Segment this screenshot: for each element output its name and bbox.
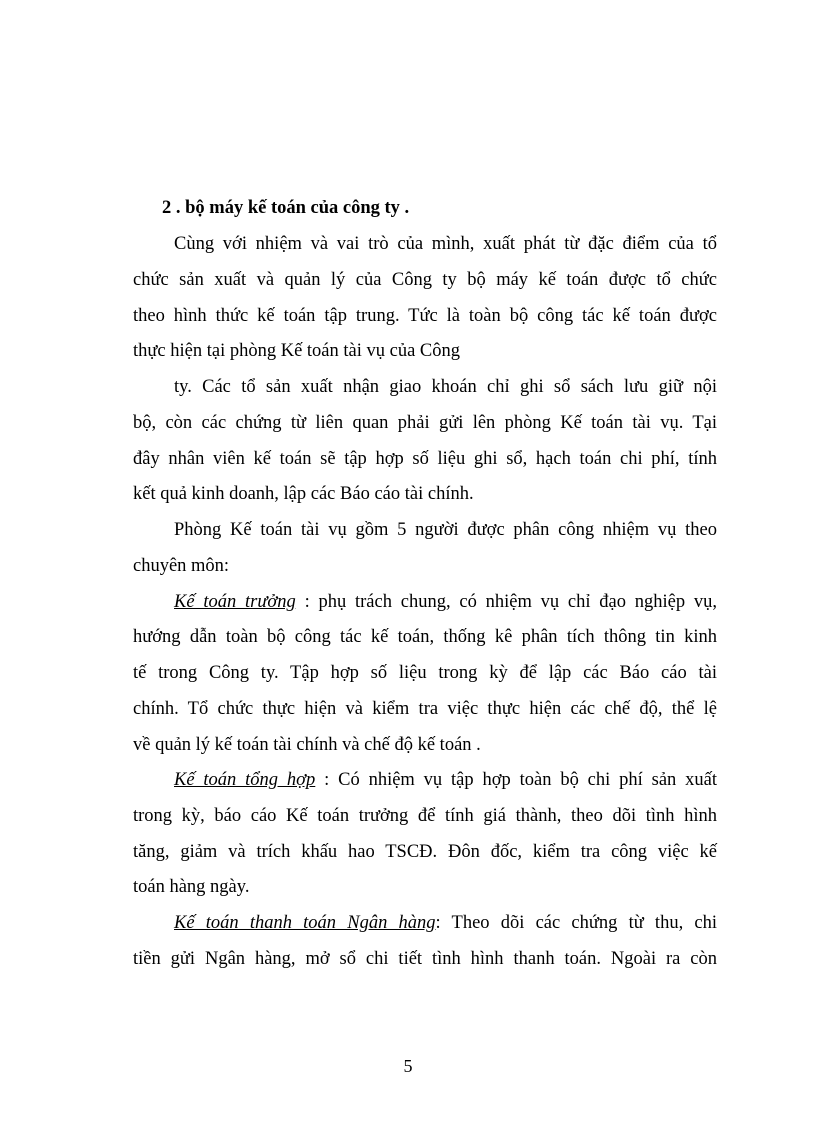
role-lead-text: : phụ trách chung, có nhiệm vụ chỉ đạo nghiệp vụ, [295, 592, 717, 612]
paragraph-line: bộ, còn các chứng từ liên quan phải gửi lên phòng Kế toán tài vụ. Tại [133, 413, 717, 433]
paragraph-line: toán hàng ngày. [133, 877, 250, 897]
paragraph-line: thực hiện tại phòng Kế toán tài vụ của Công [133, 341, 461, 361]
paragraph-line: chuyên môn: [133, 556, 230, 576]
paragraph-line: trong kỳ, báo cáo Kế toán trưởng để tính giá thành, theo dõi tình hình [133, 806, 717, 826]
paragraph-line: hướng dẫn toàn bộ công tác kế toán, thống kê phân tích thông tin kinh [133, 627, 717, 647]
paragraph-line: đây nhân viên kế toán sẽ tập hợp số liệu ghi sổ, hạch toán chi phí, tính [133, 449, 717, 469]
role-title: Kế toán thanh toán Ngân hàng [174, 913, 436, 933]
paragraph-line: về quản lý kế toán tài chính và chế độ kế toán . [133, 735, 481, 755]
role-kt-ngan-hang-lead [174, 911, 717, 935]
paragraph-line: tiền gửi Ngân hàng, mở sổ chi tiết tình hình thanh toán. Ngoài ra còn [133, 949, 717, 969]
paragraph-line: theo hình thức kế toán tập trung. Tức là toàn bộ công tác kế toán được [133, 306, 717, 326]
paragraph-line: kết quả kinh doanh, lập các Báo cáo tài chính. [133, 484, 474, 504]
paragraph-line: tế trong Công ty. Tập hợp số liệu trong kỳ để lập các Báo cáo tài [133, 663, 717, 683]
page-number: 5 [403, 1056, 413, 1076]
paragraph-line: Phòng Kế toán tài vụ gồm 5 người được phân công nhiệm vụ theo [174, 520, 717, 540]
paragraph-line: chức sản xuất và quản lý của Công ty bộ máy kế toán được tổ chức [133, 270, 717, 290]
role-kt-tong-hop-lead [174, 768, 717, 792]
role-title: Kế toán tổng hợp [174, 770, 316, 790]
role-lead-text: : Theo dõi các chứng từ thu, chi [435, 913, 717, 933]
paragraph-line: chính. Tổ chức thực hiện và kiểm tra việc thực hiện các chế độ, thể lệ [133, 699, 717, 719]
paragraph-line: tăng, giảm và trích khấu hao TSCĐ. Đôn đốc, kiểm tra công việc kế [133, 842, 717, 862]
role-lead-text: : Có nhiệm vụ tập hợp toàn bộ chi phí sản xuất [315, 770, 717, 790]
section-heading: 2 . bộ máy kế toán của công ty . [162, 198, 410, 218]
role-title: Kế toán trưởng [174, 592, 296, 612]
paragraph-line: ty. Các tổ sản xuất nhận giao khoán chỉ ghi sổ sách lưu giữ nội [174, 377, 717, 397]
paragraph-line: Cùng với nhiệm và vai trò của mình, xuất phát từ đặc điểm của tổ [174, 234, 717, 254]
role-kt-truong-lead [174, 590, 717, 614]
